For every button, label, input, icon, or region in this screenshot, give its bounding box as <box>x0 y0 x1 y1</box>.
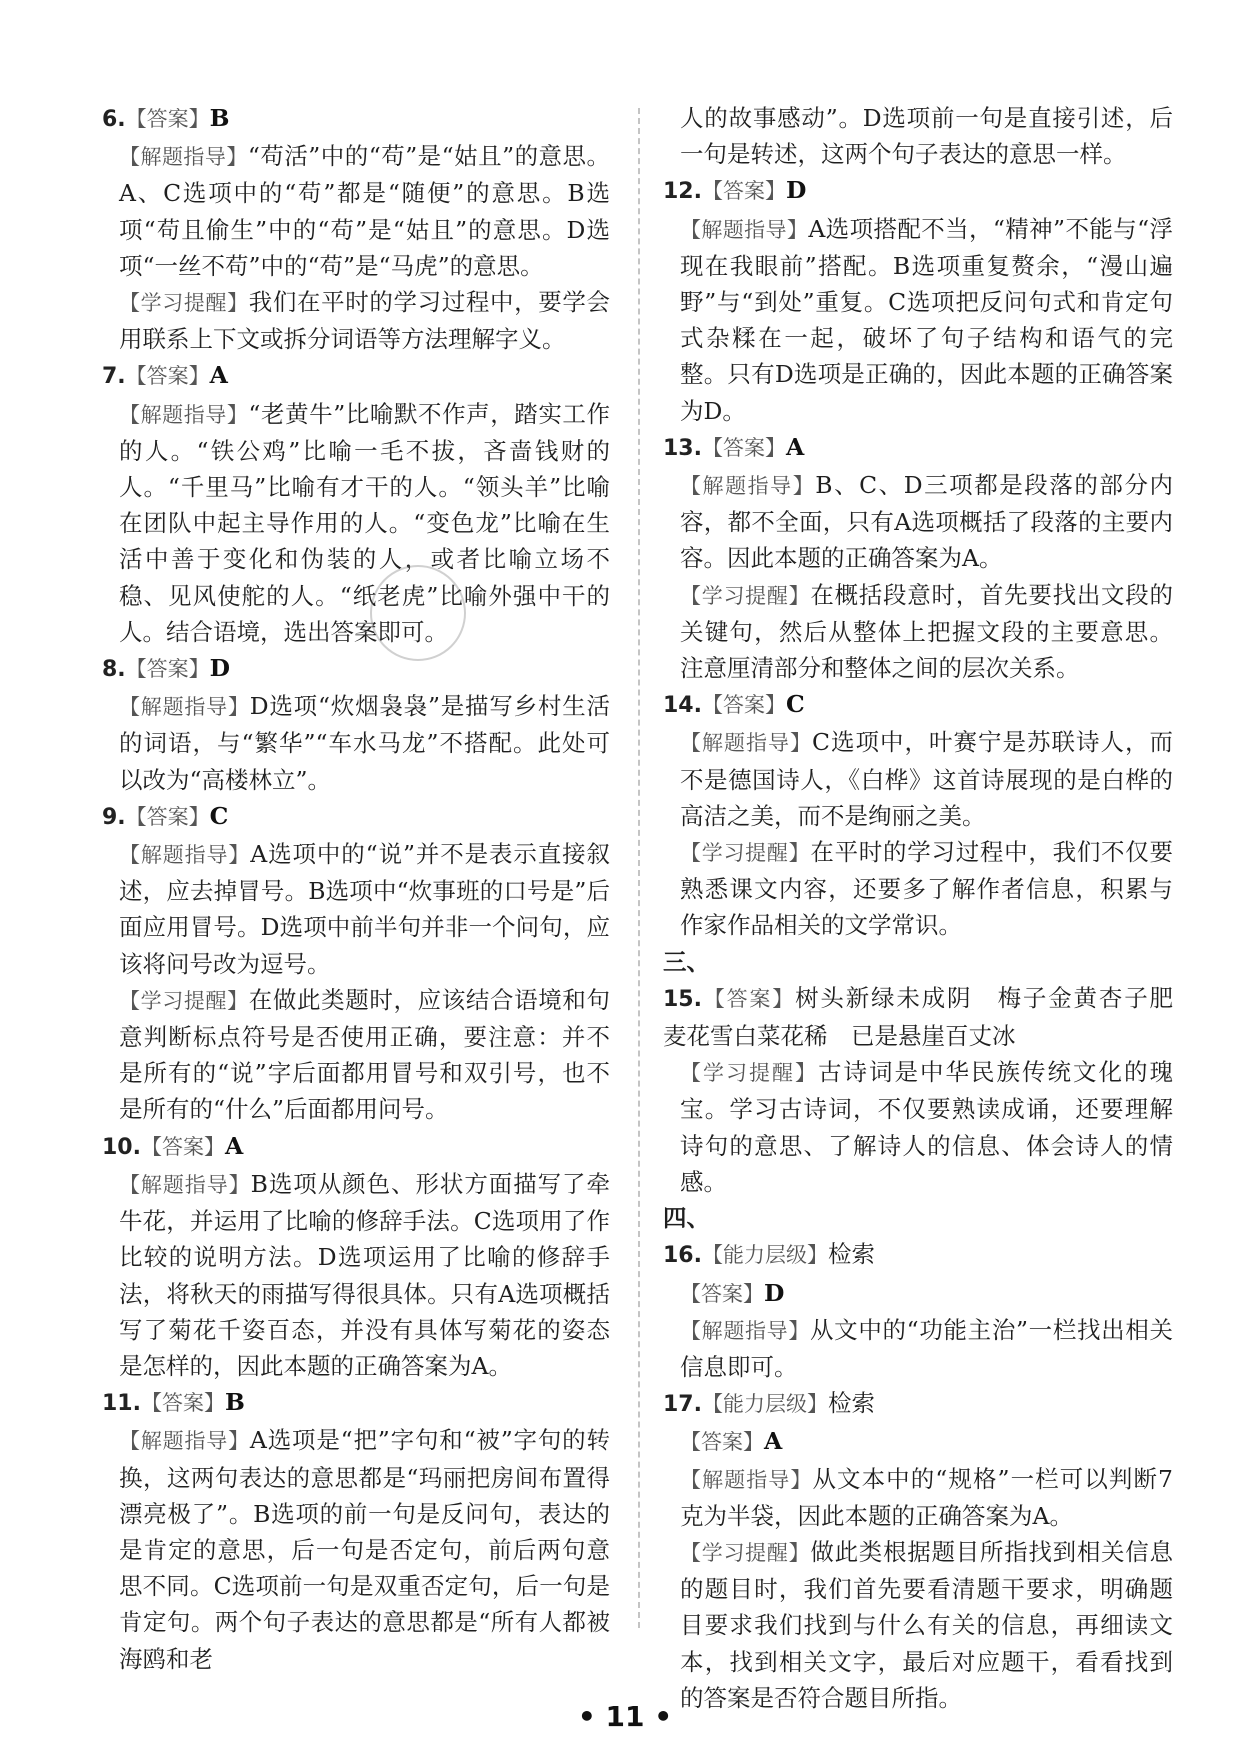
explanation-paragraph <box>663 1312 1173 1385</box>
question-answer-line <box>663 172 1173 210</box>
answer-tag: 【答案】 <box>140 1134 225 1159</box>
answer-value: 检索 <box>827 1389 875 1418</box>
section-heading: 三、 <box>663 947 710 976</box>
explanation-paragraph <box>663 1461 1173 1534</box>
answer-value: A <box>209 361 228 390</box>
explanation-paragraph <box>102 284 610 357</box>
explanation-paragraph <box>102 396 610 650</box>
column-divider <box>638 108 640 1628</box>
explanation-text: 我们在平时的学习过程中，要学会用联系上下文或拆分词语等方法理解字义。 <box>119 288 610 354</box>
answer-tag: 【答案】 <box>125 657 210 682</box>
explanation-text: B、C、D三项都是段落的部分内容，都不全面，只有A选项概括了段落的主要内容。因此本题的正确答案为A。 <box>680 471 1174 573</box>
section-tag: 【解题指导】 <box>119 695 250 720</box>
answer-tag: 【答案】 <box>125 364 210 389</box>
explanation-text: 古诗词是中华民族传统文化的瑰宝。学习古诗词，不仅要熟读成诵，还要理解诗句的意思、了解诗人的信息、体会诗人的情感。 <box>680 1058 1173 1196</box>
question-number: 16. <box>663 1243 702 1269</box>
page-number: • 11 • <box>577 1700 673 1733</box>
explanation-text: “苟活”中的“苟”是“姑且”的意思。A、C选项中的“苟”都是“随便”的意思。B选项“苟且偷生”中的“苟”是“姑且”的意思。D选项“一丝不苟”中的“苟”是“马虎”的意思。 <box>119 142 611 280</box>
explanation-text: A选项中的“说”并不是表示直接叙述，应去掉冒号。B选项中“炊事班的口号是”后面应用冒号。D选项中前半句并非一个问句，应该将问号改为逗号。 <box>119 840 611 978</box>
question-answer-line <box>102 100 610 138</box>
answer-value: A <box>224 1131 244 1160</box>
answer-value: C <box>209 801 229 830</box>
explanation-paragraph <box>102 1166 610 1384</box>
answer-tag: 【答案】 <box>701 179 786 204</box>
answer-value: 检索 <box>827 1240 875 1269</box>
question-answer-line <box>102 798 610 836</box>
section-tag: 【学习提醒】 <box>680 841 811 866</box>
question-number: 12. <box>663 179 702 205</box>
section-tag: 【解题指导】 <box>680 474 816 499</box>
question-number: 11. <box>102 1391 141 1417</box>
explanation-text: 在概括段意时，首先要找出文段的关键句，然后从整体上把握文段的主要意思。注意厘清部分和整体之间的层次关系。 <box>680 580 1174 683</box>
question-number: 10. <box>102 1134 141 1160</box>
question-number: 15. <box>663 986 702 1012</box>
answer-value: D <box>209 654 231 683</box>
section-tag: 【解题指导】 <box>680 217 809 242</box>
explanation-paragraph <box>663 1534 1173 1716</box>
explanation-text: 从文本中的“规格”一栏可以判断7克为半袋，因此本题的正确答案为A。 <box>680 1464 1173 1530</box>
question-answer-line <box>663 429 1173 467</box>
explanation-paragraph <box>663 211 1173 429</box>
answer-value: D <box>785 176 807 205</box>
explanation-paragraph <box>663 467 1173 577</box>
question-number: 17. <box>663 1392 702 1418</box>
page-number-text: 11 <box>605 1700 645 1733</box>
explanation-paragraph <box>663 1054 1173 1200</box>
stamp-seal <box>370 565 466 661</box>
right-column <box>663 100 1197 1716</box>
section-tag: 【解题指导】 <box>680 1318 810 1343</box>
answer-tag: 【答案】 <box>701 986 796 1011</box>
answer-tag: 【答案】 <box>701 435 786 460</box>
section-tag: 【答案】 <box>680 1281 764 1306</box>
answer-value: A <box>785 432 805 461</box>
explanation-paragraph <box>102 1422 610 1676</box>
explanation-paragraph <box>102 138 610 284</box>
answer-value: B <box>209 104 230 132</box>
section-tag: 【答案】 <box>680 1430 764 1455</box>
question-number: 9. <box>102 804 126 830</box>
section-tag: 【学习提醒】 <box>680 1540 811 1565</box>
explanation-paragraph <box>663 1423 1173 1460</box>
explanation-text: “老黄牛”比喻默不作声，踏实工作的人。“铁公鸡”比喻一毛不拔，吝啬钱财的人。“千里马”比喻有才干的人。“领头羊”比喻在团队中起主导作用的人。“变色龙”比喻在生活中善于变化和伪装的人，或者比喻立场不稳、见风使舵的人。“纸老虎”比喻外强中干的人。结合语境，选出答案即可。 <box>119 399 610 646</box>
question-number: 14. <box>663 693 702 719</box>
question-answer-line <box>102 1384 610 1422</box>
section-tag: 【解题指导】 <box>119 145 248 170</box>
answer-tag: 【答案】 <box>125 107 210 131</box>
section-tag: 【学习提醒】 <box>119 988 249 1013</box>
section-tag: 【解题指导】 <box>119 402 249 427</box>
section-tag: 【解题指导】 <box>119 1429 250 1454</box>
explanation-text: B选项从颜色、形状方面描写了牵牛花，并运用了比喻的修辞手法。C选项用了作比较的说明方法。D选项运用了比喻的修辞手法，将秋天的雨描写得很具体。只有A选项概括写了菊花千姿百态，并没有具体写菊花的姿态是怎样的，因此本题的正确答案为A。 <box>119 1169 610 1380</box>
answer-value: 树头新绿未成阴 梅子金黄杏子肥 麦花雪白菜花稀 已是悬崖百丈冰 <box>663 983 1197 1051</box>
section-tag: 【学习提醒】 <box>119 291 249 316</box>
explanation-text: D选项“炊烟袅袅”是描写乡村生活的词语，与“繁华”“车水马龙”不搭配。此处可以改为“高楼林立”。 <box>119 692 610 794</box>
question-answer-line <box>102 1128 610 1166</box>
explanation-text: C选项中，叶赛宁是苏联诗人，而不是德国诗人，《白桦》这首诗展现的是白桦的高洁之美，而不是绚丽之美。 <box>680 728 1174 830</box>
answer-value: B <box>224 1388 245 1417</box>
question-answer-line <box>102 357 610 395</box>
question-answer-line <box>663 980 1197 1054</box>
explanation-paragraph <box>102 982 610 1128</box>
explanation-text: A选项搭配不当，“精神”不能与“浮现在我眼前”搭配。B选项重复赘余，“漫山遍野”与“到处”重复。C选项把反问句式和肯定句式杂糅在一起，破坏了句子结构和语气的完整。只有D选项是正确的，因此本题的正确答案为D。 <box>680 214 1174 425</box>
answer-tag: 【能力层级】 <box>701 1243 828 1268</box>
explanation-text: 从文中的“功能主治”一栏找出相关信息即可。 <box>680 1315 1174 1381</box>
answer-tag: 【答案】 <box>125 804 210 829</box>
question-number: 8. <box>102 657 126 683</box>
section-tag: 【解题指导】 <box>680 731 813 756</box>
answer-tag: 【答案】 <box>701 693 786 718</box>
explanation-text: 在做此类题时，应该结合语境和句意判断标点符号是否使用正确，要注意：并不是所有的“说”字后面都用冒号和双引号，也不是所有的“什么”后面都用问号。 <box>119 985 610 1124</box>
left-column <box>102 100 610 1677</box>
section-heading: 四、 <box>663 1204 710 1233</box>
explanation-text: 在平时的学习过程中，我们不仅要熟悉课文内容，还要多了解作者信息，积累与作家作品相关的文学常识。 <box>680 838 1174 940</box>
question-number: 6. <box>102 107 126 132</box>
answer-tag: 【能力层级】 <box>701 1392 828 1417</box>
question-answer-line <box>663 1236 1173 1274</box>
explanation-text: A <box>764 1427 783 1456</box>
question-answer-line <box>102 650 610 688</box>
explanation-text: D <box>764 1278 785 1307</box>
continued-text: 人的故事感动”。D选项前一句是直接引述，后一句是转述，这两个句子表达的意思一样。 <box>680 104 1173 169</box>
explanation-paragraph <box>663 1275 1173 1312</box>
explanation-paragraph <box>663 724 1173 834</box>
explanation-paragraph <box>663 577 1173 687</box>
answer-value: C <box>785 690 805 719</box>
explanation-text: 做此类根据题目所指找到相关信息的题目时，我们首先要看清题干要求，明确题目要求我们找到与什么有关的信息，再细读文本，找到相关文字，最后对应题干，看看找到的答案是否符合题目所指。 <box>680 1537 1174 1712</box>
section-tag: 【学习提醒】 <box>680 1061 818 1086</box>
explanation-paragraph <box>102 836 610 982</box>
explanation-text: A选项是“把”字句和“被”字句的转换，这两句表达的意思都是“玛丽把房间布置得漂亮极了”。B选项的前一句是反问句，表达的是肯定的意思，后一句是否定句，前后两句意思不同。C选项前一句是双重否定句，后一句是肯定句。两个句子表达的意思都是“所有人都被海鸥和老 <box>119 1426 611 1673</box>
question-answer-line <box>663 686 1173 724</box>
explanation-paragraph <box>102 688 610 798</box>
section-tag: 【解题指导】 <box>119 1172 251 1197</box>
section-tag: 【解题指导】 <box>680 1467 813 1492</box>
explanation-paragraph <box>663 834 1173 944</box>
section-tag: 【解题指导】 <box>119 843 251 868</box>
section-tag: 【学习提醒】 <box>680 583 811 608</box>
answer-tag: 【答案】 <box>140 1391 225 1416</box>
question-number: 13. <box>663 435 702 461</box>
question-answer-line <box>663 1385 1173 1423</box>
question-number: 7. <box>102 364 126 390</box>
